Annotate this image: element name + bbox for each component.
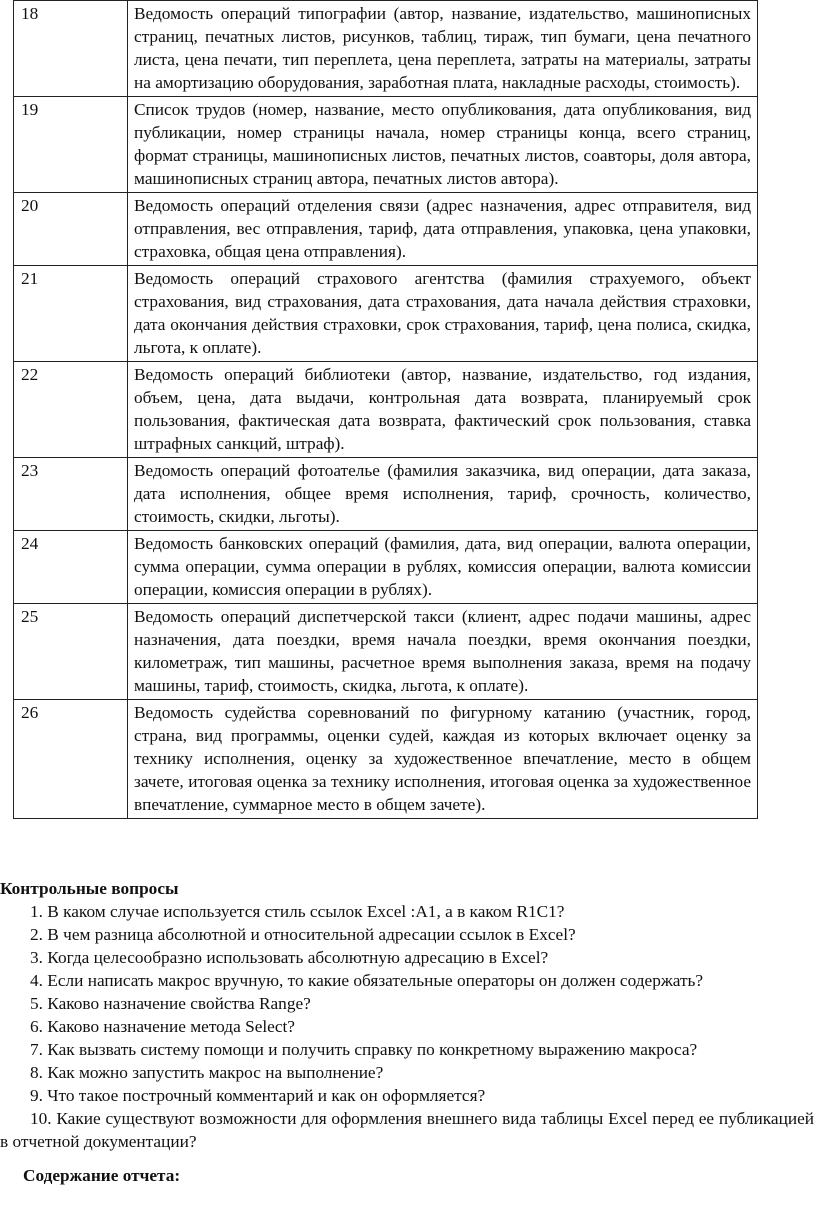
row-number: 26 [14, 700, 128, 819]
question-item: 2. В чем разница абсолютной и относительной адресации ссылок в Excel? [30, 925, 576, 944]
table-row [14, 266, 758, 362]
row-description: Ведомость банковских операций (фамилия, дата, вид операции, валюта операции, сумма операции, сумма операции в рублях, комиссия операции, валюта комиссии операции, комиссия операции в рублях). [128, 531, 758, 604]
question-item: 7. Как вызвать систему помощи и получить справку по конкретному выражению макроса? [30, 1040, 698, 1059]
row-number: 18 [14, 1, 128, 97]
row-description: Ведомость операций фотоателье (фамилия заказчика, вид операции, дата заказа, дата исполнения, общее время исполнения, тариф, срочность, количество, стоимость, скидки, льготы). [128, 458, 758, 531]
variants-table [13, 0, 758, 819]
control-questions-list [0, 900, 814, 1153]
row-description: Ведомость операций диспетчерской такси (клиент, адрес подачи машины, адрес назначения, дата поездки, время начала поездки, время окончания поездки, километраж, тип машины, расчетное время выполнения заказа, время на подачу машины, тариф, стоимость, скидка, льгота, к оплате). [128, 604, 758, 700]
row-number: 23 [14, 458, 128, 531]
report-contents-heading: Содержание отчета: [23, 1166, 181, 1185]
question-item: 1. В каком случае используется стиль ссылок Excel :A1, а в каком R1C1? [30, 902, 565, 921]
variants-table-body [14, 1, 758, 819]
row-number: 22 [14, 362, 128, 458]
question-item: 10. Какие существуют возможности для оформления внешнего вида таблицы Excel перед ее публикацией в отчетной документации? [0, 1109, 814, 1151]
question-item: 9. Что такое построчный комментарий и как он оформляется? [30, 1086, 486, 1105]
row-number: 24 [14, 531, 128, 604]
row-number: 19 [14, 97, 128, 193]
row-description: Список трудов (номер, название, место опубликования, дата опубликования, вид публикации, номер страницы начала, номер страницы конца, всего страниц, формат страницы, машинописных листов, печатных листов, соавторы, доля автора, машинописных страниц автора, печатных листов автора). [128, 97, 758, 193]
table-row [14, 531, 758, 604]
question-item: 4. Если написать макрос вручную, то какие обязательные операторы он должен содержать? [30, 971, 704, 990]
table-row [14, 97, 758, 193]
row-description: Ведомость судейства соревнований по фигурному катанию (участник, город, страна, вид программы, оценки судей, каждая из которых включает оценку за технику исполнения, оценку за художественное впечатление, место в общем зачете, итоговая оценка за технику исполнения, итоговая оценка за художественное впечатление, суммарное место в общем зачете). [128, 700, 758, 819]
table-row [14, 362, 758, 458]
row-description: Ведомость операций типографии (автор, название, издательство, машинописных страниц, печатных листов, рисунков, таблиц, тираж, тип бумаги, цена печатного листа, цена печати, тип переплета, цена переплета, затраты на материалы, затраты на амортизацию оборудования, заработная плата, накладные расходы, стоимость). [128, 1, 758, 97]
control-questions-heading: Контрольные вопросы [0, 879, 179, 898]
control-questions-section [0, 877, 814, 1153]
table-row [14, 1, 758, 97]
question-item: 8. Как можно запустить макрос на выполнение? [30, 1063, 384, 1082]
question-item: 3. Когда целесообразно использовать абсолютную адресацию в Excel? [30, 948, 549, 967]
table-row [14, 458, 758, 531]
row-description: Ведомость операций библиотеки (автор, название, издательство, год издания, объем, цена, дата выдачи, контрольная дата возврата, планируемый срок пользования, фактическая дата возврата, фактический срок пользования, ставка штрафных санкций, штраф). [128, 362, 758, 458]
row-description: Ведомость операций отделения связи (адрес назначения, адрес отправителя, вид отправления, вес отправления, тариф, дата отправления, упаковка, цена упаковки, страховка, общая цена отправления). [128, 193, 758, 266]
row-number: 25 [14, 604, 128, 700]
table-row [14, 604, 758, 700]
row-number: 20 [14, 193, 128, 266]
row-description: Ведомость операций страхового агентства (фамилия страхуемого, объект страхования, вид страхования, дата страхования, дата начала действия страховки, дата окончания действия страховки, срок страхования, тариф, цена полиса, скидка, льгота, к оплате). [128, 266, 758, 362]
question-item: 6. Каково назначение метода Select? [30, 1017, 295, 1036]
table-row [14, 193, 758, 266]
row-number: 21 [14, 266, 128, 362]
question-item: 5. Каково назначение свойства Range? [30, 994, 311, 1013]
table-row [14, 700, 758, 819]
